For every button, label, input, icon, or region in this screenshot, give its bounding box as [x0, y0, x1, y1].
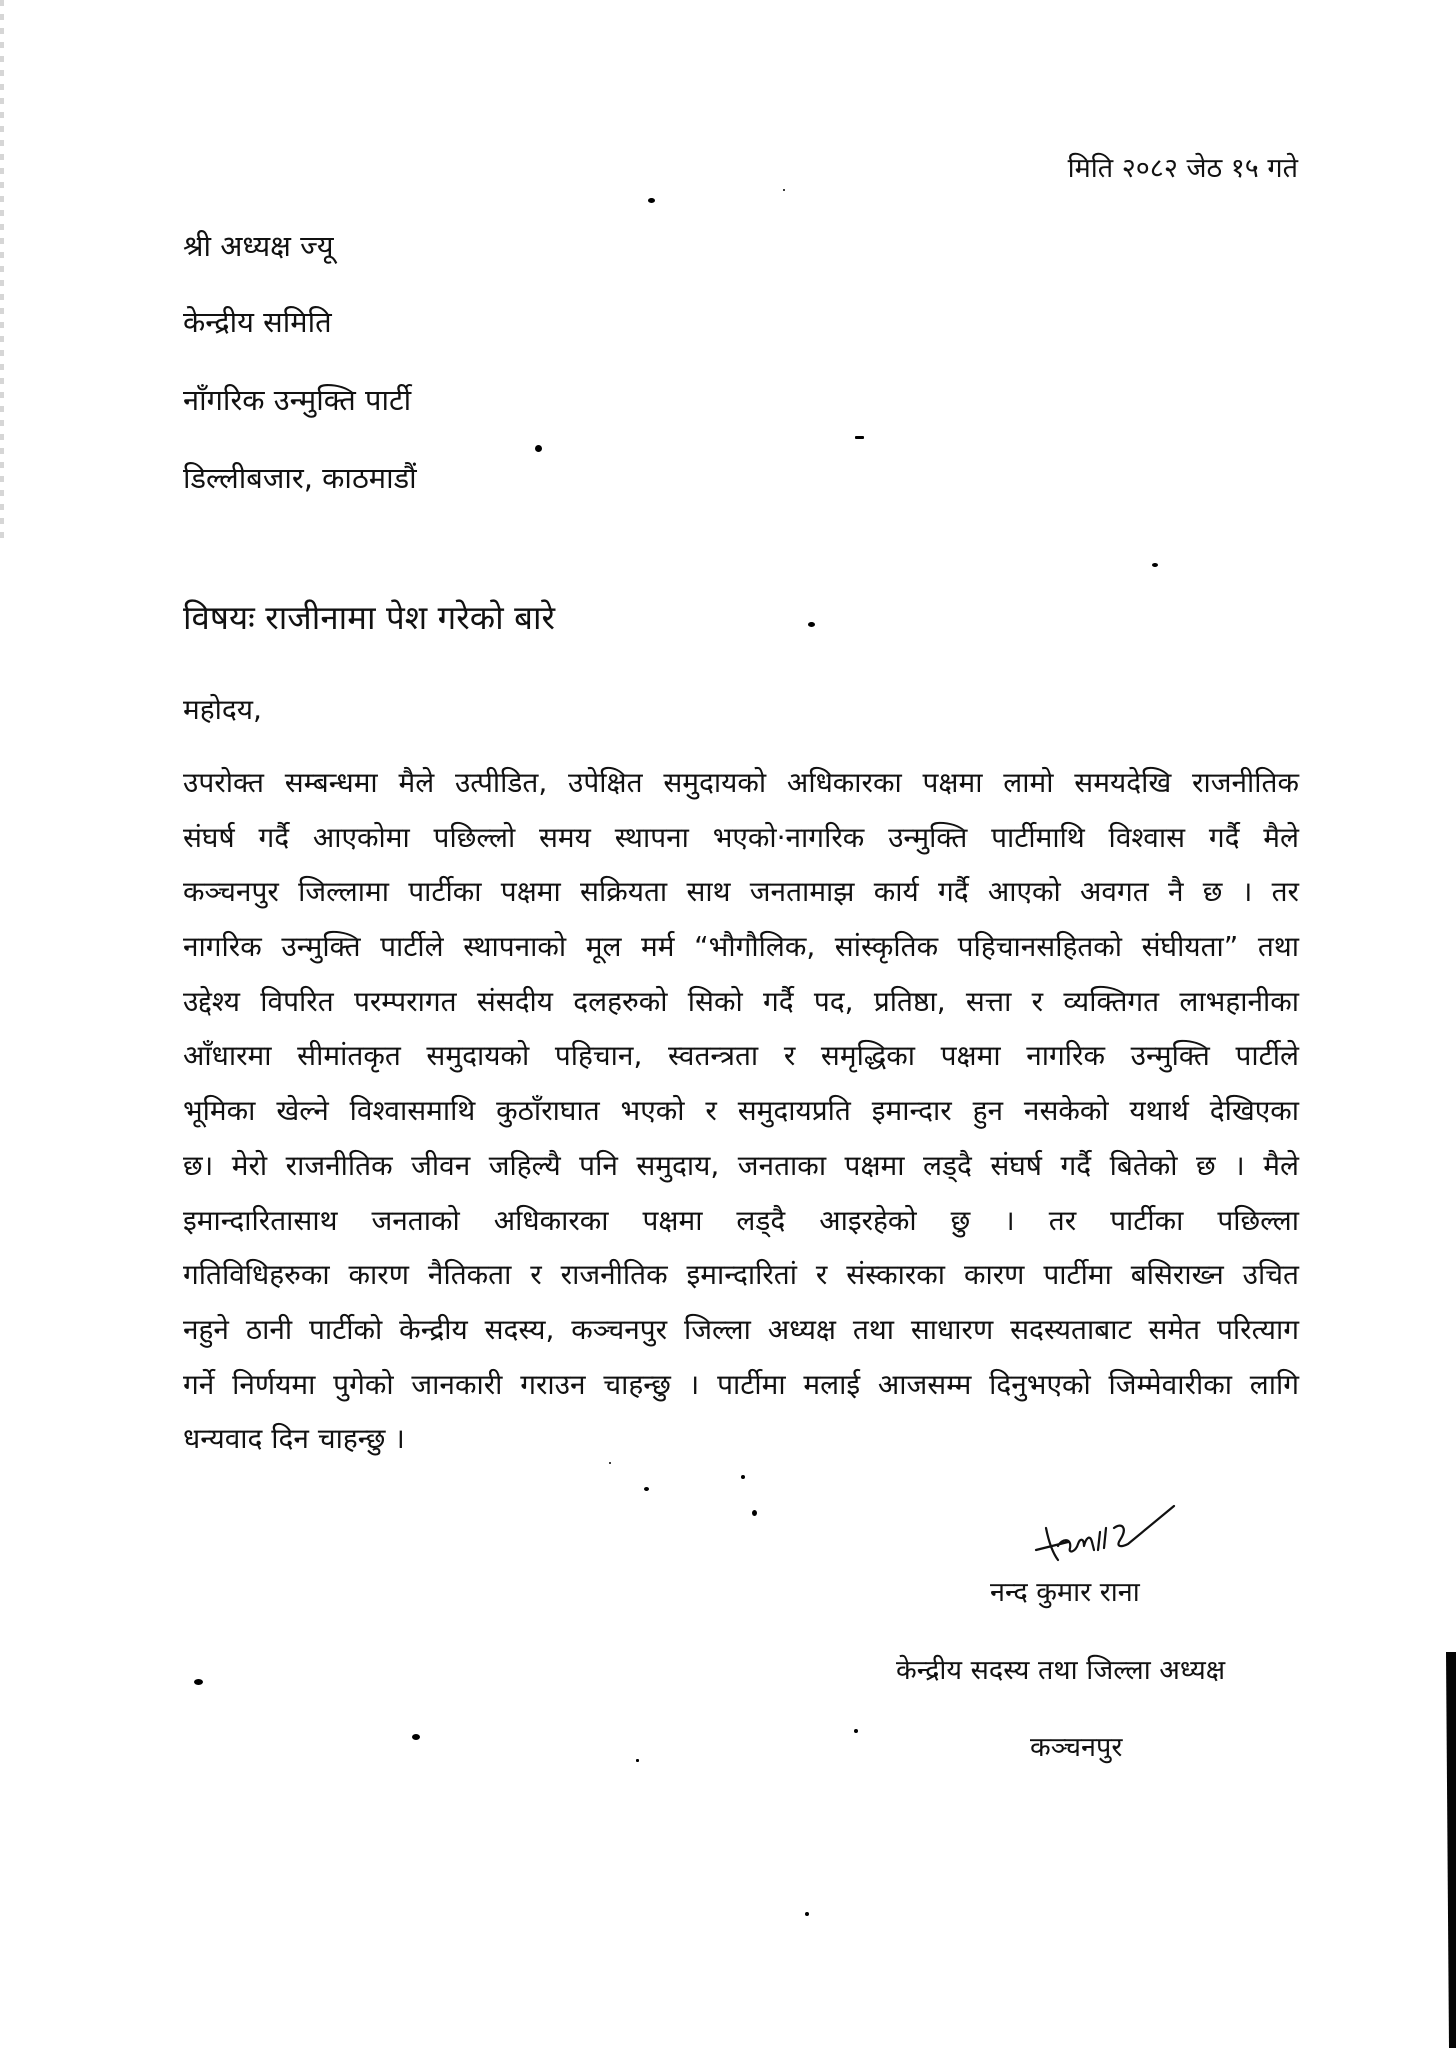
scan-speck: [805, 1912, 809, 1916]
signatory-title: केन्द्रीय सदस्य तथा जिल्ला अध्यक्ष: [896, 1655, 1226, 1686]
scan-speck: [609, 1462, 611, 1464]
body-line: छ। मेरो राजनीतिक जीवन जहिल्यै पनि समुदाय, जनताका पक्षमा लड्दै संघर्ष गर्दै बितेको छ । मैले: [183, 1148, 1299, 1182]
salutation: महोदय,: [183, 693, 262, 726]
signatory-name: नन्द कुमार राना: [990, 1577, 1140, 1608]
scan-speck: [854, 1729, 858, 1733]
signatory-place: कञ्चनपुर: [1030, 1732, 1123, 1763]
body-line: नागरिक उन्मुक्ति पार्टीले स्थापनाको मूल मर्म “भौगौलिक, सांस्कृतिक पहिचानसहितको संघीयता” तथा: [183, 930, 1299, 964]
body-line: गतिविधिहरुका कारण नैतिकता र राजनीतिक इमान्दारितां र संस्कारका कारण पार्टीमा बसिराख्न उचित: [183, 1258, 1299, 1292]
scan-speck: [412, 1734, 420, 1740]
body-line: धन्यवाद दिन चाहन्छु ।: [183, 1422, 405, 1456]
scan-edge-artifact: [0, 0, 4, 540]
body-line: कञ्चनपुर जिल्लामा पार्टीका पक्षमा सक्रियता साथ जनतामाझ कार्य गर्दै आएको अवगत नै छ । तर: [183, 875, 1299, 909]
body-line: भूमिका खेल्ने विश्वासमाथि कुठाँराघात भएको र समुदायप्रति इमान्दार हुन नसकेको यथार्थ देखिएका: [183, 1094, 1299, 1128]
letter-subject: विषयः राजीनामा पेश गरेको बारे: [183, 598, 555, 637]
scan-speck: [194, 1679, 203, 1685]
addressee-line: श्री अध्यक्ष ज्यू: [183, 229, 334, 263]
body-line: संघर्ष गर्दै आएकोमा पछिल्लो समय स्थापना भएको·नागरिक उन्मुक्ति पार्टीमाथि विश्वास गर्दै मैले: [183, 820, 1299, 854]
scan-edge-shadow: [1446, 1652, 1456, 2048]
body-line: गर्ने निर्णयमा पुगेको जानकारी गराउन चाहन्छु । पार्टीमा मलाई आजसम्म दिनुभएको जिम्मेवारीका लागि: [183, 1367, 1299, 1401]
letter-date: मिति २०८२ जेठ १५ गते: [1067, 153, 1298, 184]
scan-speck: [1152, 563, 1158, 567]
addressee-line: केन्द्रीय समिति: [183, 305, 332, 339]
scan-speck: [752, 1510, 757, 1516]
addressee-line: नाँगरिक उन्मुक्ति पार्टी: [183, 383, 412, 417]
scan-speck: [648, 198, 655, 203]
letter-body: [183, 756, 1299, 1467]
scan-speck: [855, 436, 864, 439]
scan-speck: [808, 622, 815, 627]
scan-speck: [644, 1487, 649, 1491]
body-line: आँधारमा सीमांतकृत समुदायको पहिचान, स्वतन्त्रता र समृद्धिका पक्षमा नागरिक उन्मुक्ति पार्टीले: [183, 1039, 1299, 1073]
scan-speck: [535, 445, 542, 452]
body-line: उद्देश्य विपरित परम्परागत संसदीय दलहरुको सिको गर्दै पद, प्रतिष्ठा, सत्ता र व्यक्तिगत लाभहानीका: [183, 984, 1299, 1018]
addressee-line: डिल्लीबजार, काठमाडौं: [183, 461, 417, 495]
body-line: उपरोक्त सम्बन्धमा मैले उत्पीडित, उपेक्षित समुदायको अधिकारका पक्षमा लामो समयदेखि राजनीतिक: [183, 766, 1299, 799]
body-line: इमान्दारितासाथ जनताको अधिकारका पक्षमा लड्दै आइरहेको छु । तर पार्टीका पछिल्ला: [183, 1203, 1299, 1237]
scan-speck: [741, 1475, 745, 1479]
scan-speck: [783, 189, 785, 191]
handwritten-signature: [1028, 1498, 1178, 1568]
body-line: नहुने ठानी पार्टीको केन्द्रीय सदस्य, कञ्चनपुर जिल्ला अध्यक्ष तथा साधारण सदस्यताबाट समेत परित्याग: [183, 1312, 1299, 1346]
scan-speck: [636, 1759, 639, 1762]
